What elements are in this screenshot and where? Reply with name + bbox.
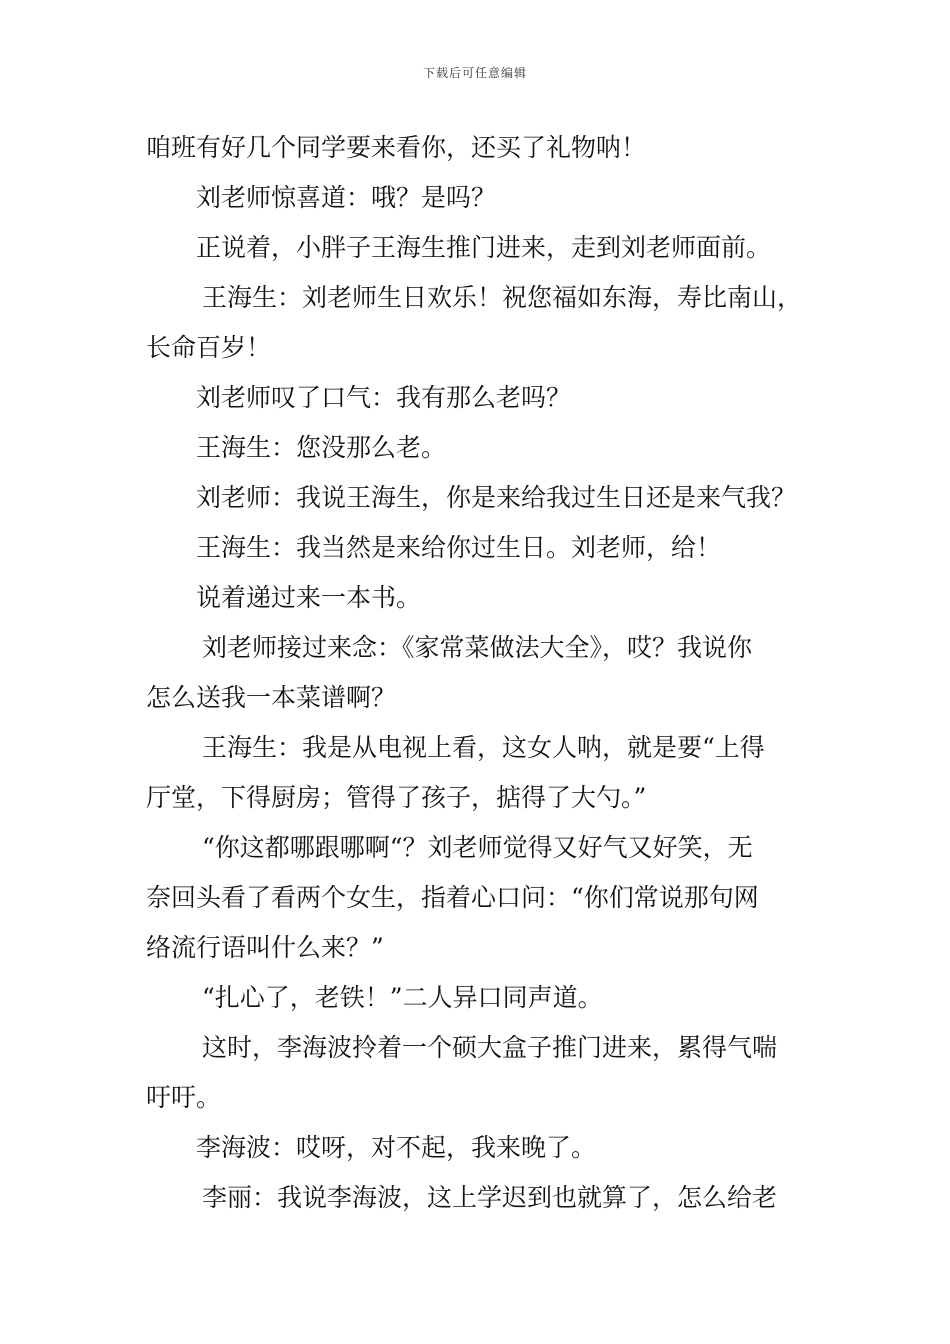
- text-line: 这时，李海波拎着一个硕大盒子推门进来，累得气喘: [202, 1033, 778, 1062]
- text-line: 王海生：您没那么老。: [196, 433, 447, 462]
- text-line: 王海生：刘老师生日欢乐！祝您福如东海，寿比南山，: [202, 283, 803, 312]
- text-line: 说着递过来一本书。: [196, 583, 422, 612]
- text-line: 咱班有好几个同学要来看你，还买了礼物呐！: [146, 133, 647, 162]
- text-line: “你这都哪跟哪啊“？刘老师觉得又好气又好笑，无: [202, 833, 753, 862]
- text-line: 怎么送我一本菜谱啊？: [146, 683, 397, 712]
- page-header: 下载后可任意编辑: [422, 66, 527, 80]
- text-line: “扎心了，老铁！”二人异口同声道。: [202, 983, 603, 1012]
- text-line: 长命百岁！: [146, 333, 272, 362]
- text-line: 刘老师惊喜道：哦？是吗？: [196, 183, 497, 212]
- text-line: 刘老师叹了口气：我有那么老吗？: [196, 383, 572, 412]
- text-line: 吁吁。: [146, 1083, 222, 1112]
- text-line: 正说着，小胖子王海生推门进来，走到刘老师面前。: [196, 233, 772, 262]
- text-line: 奈回头看了看两个女生，指着心口问：“你们常说那句网: [146, 883, 759, 912]
- text-line: 王海生：我当然是来给你过生日。刘老师，给！: [196, 533, 722, 562]
- text-line: 刘老师：我说王海生，你是来给我过生日还是来气我？: [196, 483, 797, 512]
- text-line: 李海波：哎呀，对不起，我来晚了。: [196, 1133, 597, 1162]
- text-line: 刘老师接过来念：《家常菜做法大全》，哎？我说你: [202, 633, 753, 662]
- text-line: 络流行语叫什么来？”: [146, 933, 384, 962]
- text-line: 厅堂，下得厨房；管得了孩子，掂得了大勺。”: [146, 783, 647, 812]
- text-line: 王海生：我是从电视上看，这女人呐，就是要“上得: [202, 733, 765, 762]
- text-line: 李丽：我说李海波，这上学迟到也就算了，怎么给老: [202, 1183, 778, 1212]
